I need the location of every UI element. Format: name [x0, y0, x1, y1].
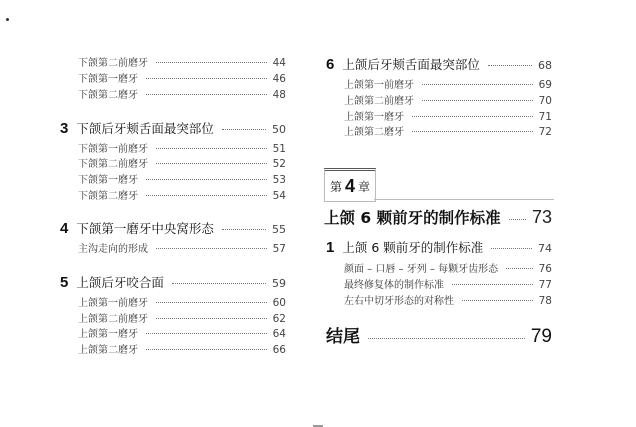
- page-number: 66: [272, 344, 286, 356]
- dot-leader: [146, 78, 267, 79]
- page-number: 72: [538, 126, 552, 138]
- page-number: 64: [272, 328, 286, 340]
- entry-title: 主沟走向的形成: [78, 244, 148, 255]
- page-number: 51: [272, 143, 286, 155]
- dot-leader: [156, 163, 267, 164]
- toc-subentry[interactable]: [78, 294, 286, 309]
- ending-page: 79: [530, 326, 552, 347]
- dot-leader: [146, 179, 267, 180]
- dot-leader: [156, 148, 267, 149]
- page-number: 70: [538, 95, 552, 107]
- toc-subentry[interactable]: [78, 240, 286, 255]
- dot-leader: [146, 333, 267, 334]
- page-number: 71: [538, 111, 552, 123]
- page-number: 77: [538, 279, 552, 291]
- page-number: 54: [272, 190, 286, 202]
- page-number: 48: [272, 89, 286, 101]
- entry-title: 最终修复体的制作标准: [344, 280, 444, 291]
- chapter-title-page: 73: [531, 207, 552, 227]
- toc-section-entry[interactable]: [60, 273, 286, 291]
- toc-subentry[interactable]: [344, 292, 552, 307]
- entry-title: 上颌第一前磨牙: [344, 80, 414, 91]
- dot-leader: [146, 349, 267, 350]
- section-number: 3: [60, 120, 69, 137]
- toc-subentry[interactable]: [78, 310, 286, 325]
- page-number: 53: [272, 174, 286, 186]
- page-number: 69: [538, 79, 552, 91]
- chapter-prefix: 第: [329, 179, 342, 194]
- entry-title: 上颌第二前磨牙: [78, 314, 148, 325]
- toc-subentry[interactable]: [344, 108, 552, 123]
- dot-leader: [491, 248, 532, 249]
- entry-title: 下颌第二前磨牙: [78, 58, 148, 69]
- page-number: 62: [272, 313, 286, 325]
- page-number: 74: [538, 242, 552, 255]
- section-number: 5: [60, 274, 69, 291]
- dot-leader: [422, 100, 533, 101]
- entry-title: 下颌第一磨牙: [78, 175, 138, 186]
- entry-title: 下颌第二前磨牙: [78, 159, 148, 170]
- toc-subentry[interactable]: [344, 92, 552, 107]
- ending-title: 结尾: [326, 327, 360, 347]
- entry-title: 上颌第一磨牙: [78, 329, 138, 340]
- dot-leader: [222, 229, 266, 230]
- entry-title: 下颌第一前磨牙: [78, 144, 148, 155]
- toc-section-entry[interactable]: [326, 55, 552, 73]
- toc-subentry[interactable]: [78, 155, 286, 170]
- entry-title: 下颌第一磨牙中央窝形态: [76, 221, 214, 236]
- toc-subentry[interactable]: [78, 341, 286, 356]
- page-number: 59: [272, 277, 286, 290]
- dot-leader: [509, 219, 526, 220]
- chapter-title-entry[interactable]: [324, 206, 552, 228]
- dot-leader: [368, 338, 525, 339]
- ending-entry[interactable]: [326, 322, 552, 348]
- entry-title: 上颌第二前磨牙: [344, 96, 414, 107]
- toc-subentry[interactable]: [78, 140, 286, 155]
- toc-subentry[interactable]: [78, 54, 286, 69]
- toc-section-entry[interactable]: [326, 238, 552, 256]
- page-number: 55: [272, 223, 286, 236]
- entry-title: 上颌后牙咬合面: [76, 275, 164, 290]
- page-number: 44: [272, 57, 286, 69]
- toc-subentry[interactable]: [78, 187, 286, 202]
- dot-leader: [172, 283, 266, 284]
- toc-section-entry[interactable]: [60, 119, 286, 137]
- dot-leader: [156, 302, 267, 303]
- entry-title: 下颌第一磨牙: [78, 74, 138, 85]
- page-number: 50: [272, 123, 286, 136]
- dot-leader: [146, 195, 267, 196]
- toc-subentry[interactable]: [344, 260, 552, 275]
- toc-subentry[interactable]: [78, 171, 286, 186]
- entry-title: 上颌 6 颗前牙的制作标准: [342, 240, 484, 255]
- entry-title: 上颌第一磨牙: [344, 112, 404, 123]
- entry-title: 上颌后牙颊舌面最突部位: [342, 57, 480, 72]
- page-number: 78: [538, 295, 552, 307]
- page-number: 60: [272, 297, 286, 309]
- chapter-number: 4: [344, 175, 355, 196]
- toc-subentry[interactable]: [78, 325, 286, 340]
- chapter-suffix: 章: [358, 179, 371, 194]
- dot-leader: [488, 65, 532, 66]
- toc-subentry[interactable]: [344, 123, 552, 138]
- dot-leader: [156, 248, 267, 249]
- corner-dot: [6, 18, 9, 21]
- page-number: 46: [272, 73, 286, 85]
- chapter-title: 上颌 6 颗前牙的制作标准: [324, 209, 501, 227]
- dot-leader: [222, 129, 266, 130]
- dot-leader: [156, 318, 267, 319]
- page-number: 57: [272, 243, 286, 255]
- toc-section-entry[interactable]: [60, 219, 286, 237]
- dot-leader: [156, 62, 267, 63]
- dot-leader: [412, 131, 533, 132]
- toc-subentry[interactable]: [344, 76, 552, 91]
- toc-subentry[interactable]: [344, 276, 552, 291]
- dot-leader: [452, 284, 533, 285]
- dot-leader: [462, 300, 533, 301]
- page-number: 52: [272, 158, 286, 170]
- section-number: 6: [326, 56, 335, 73]
- toc-subentry[interactable]: [78, 70, 286, 85]
- entry-title: 下颌第二磨牙: [78, 90, 138, 101]
- dot-leader: [146, 94, 267, 95]
- section-number: 1: [326, 239, 335, 256]
- entry-title: 颜面 – 口唇 – 牙列 – 每颗牙齿形态: [344, 264, 499, 275]
- entry-title: 左右中切牙形态的对称性: [344, 296, 454, 307]
- chapter-label: [324, 168, 376, 202]
- section-number: 4: [60, 220, 69, 237]
- entry-title: 上颌第二磨牙: [78, 345, 138, 356]
- entry-title: 上颌第二磨牙: [344, 127, 404, 138]
- entry-title: 下颌第二磨牙: [78, 191, 138, 202]
- dot-leader: [422, 84, 533, 85]
- page-number: 68: [538, 59, 552, 72]
- page-number: 76: [538, 263, 552, 275]
- dot-leader: [506, 268, 533, 269]
- chapter-rule: [374, 199, 554, 200]
- entry-title: 上颌第一前磨牙: [78, 298, 148, 309]
- toc-subentry[interactable]: [78, 86, 286, 101]
- entry-title: 下颌后牙颊舌面最突部位: [76, 121, 214, 136]
- dot-leader: [412, 116, 533, 117]
